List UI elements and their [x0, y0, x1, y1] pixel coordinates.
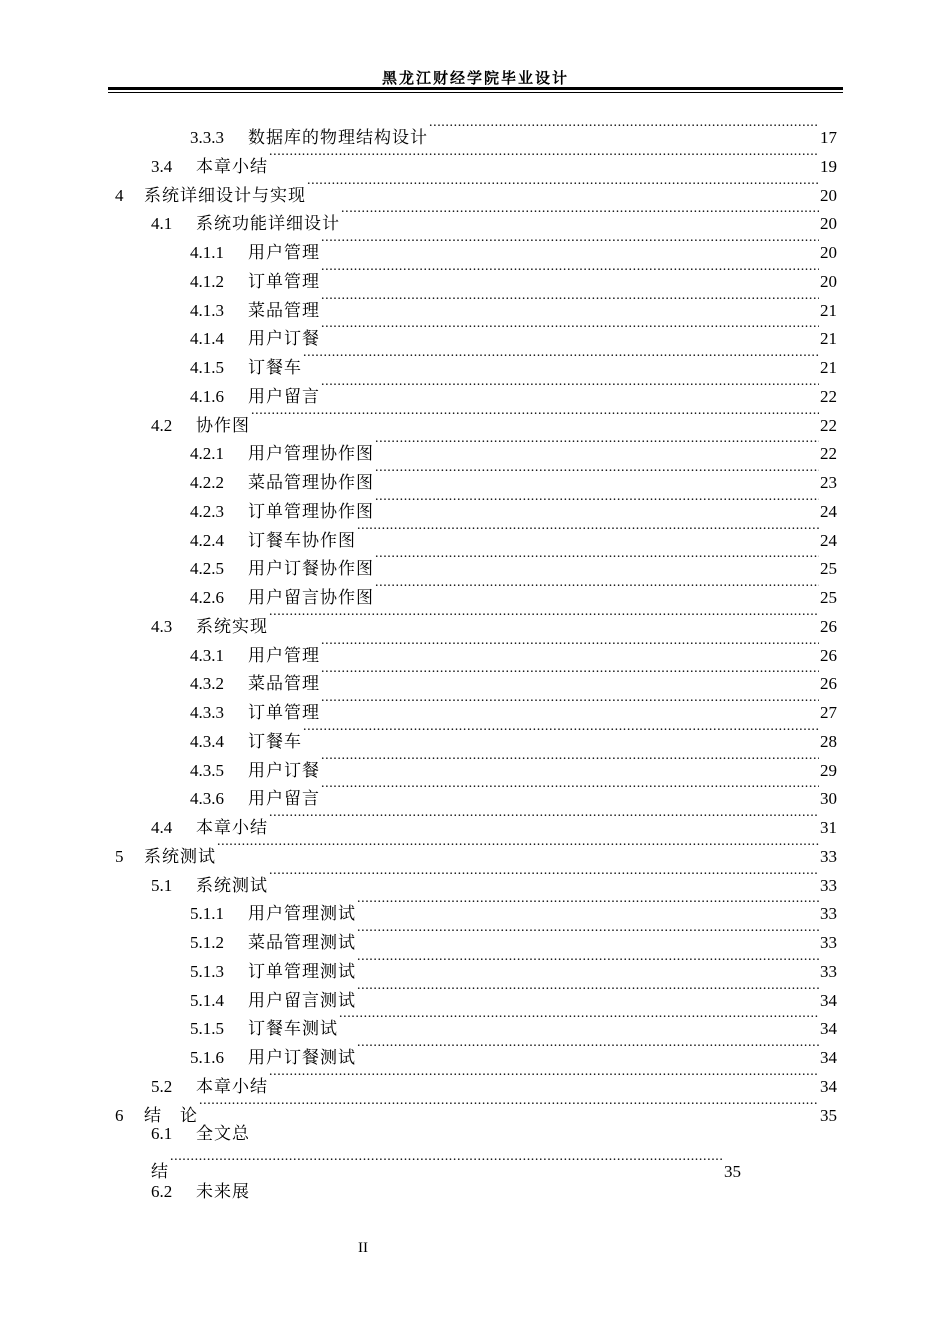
- toc-entry-title: 订单管理: [248, 703, 320, 722]
- toc-entry-number: 5.1.3: [190, 961, 224, 981]
- toc-entry[interactable]: [151, 603, 837, 636]
- toc-entry-page: 33: [820, 846, 837, 866]
- toc-entry-page: 25: [820, 588, 837, 607]
- running-header-title: 黑龙江财经学院毕业设计: [381, 69, 569, 87]
- toc-entry[interactable]: [190, 1034, 837, 1067]
- toc-entry-title: 订单管理: [248, 271, 320, 291]
- toc-entry-number: 4.2.2: [190, 473, 224, 492]
- toc-entry-number: 4.3.5: [190, 760, 224, 780]
- toc-entry-title: 用户订餐: [248, 760, 320, 780]
- toc-entry[interactable]: [151, 402, 837, 435]
- toc-entry-title: 用户订餐协作图: [248, 559, 374, 579]
- toc-entry-title: 全文总: [196, 1124, 250, 1143]
- toc-entry-page: 20: [820, 243, 837, 262]
- toc-entry-page: 22: [820, 444, 837, 464]
- toc-entry[interactable]: [190, 459, 837, 492]
- toc-entry-page: 33: [820, 933, 837, 952]
- toc-entry-title: 用户订餐: [248, 329, 320, 349]
- toc-entry[interactable]: [190, 287, 837, 320]
- toc-leader-dots: [269, 804, 819, 833]
- toc-entry-page: 21: [820, 329, 837, 349]
- toc-leader-dots: [321, 689, 819, 718]
- toc-entry-number: 4.3.4: [190, 731, 224, 751]
- toc-leader-dots: [321, 315, 819, 344]
- toc-leader-dots: [357, 977, 819, 1006]
- toc-entry-title: 本章小结: [196, 1076, 268, 1096]
- toc-leader-dots: [321, 287, 819, 316]
- toc-entry-number: 4.2.3: [190, 501, 224, 521]
- toc-leader-dots: [269, 143, 819, 172]
- toc-entry-page: 34: [820, 990, 837, 1010]
- toc-entry-number: 4: [115, 185, 124, 205]
- toc-entry[interactable]: [190, 1005, 837, 1039]
- toc-entry-title: 系统测试: [144, 846, 216, 866]
- toc-entry-title: 订餐车: [248, 731, 302, 751]
- toc-entry-page: 22: [820, 415, 837, 435]
- toc-leader-dots: [321, 229, 819, 258]
- toc-entry[interactable]: [151, 1063, 837, 1096]
- toc-entry[interactable]: [190, 775, 837, 809]
- toc-entry[interactable]: [151, 200, 837, 234]
- toc-leader-dots: [357, 890, 819, 919]
- toc-leader-dots: [321, 632, 819, 661]
- toc-entry-title: 结 论: [144, 1105, 198, 1125]
- toc-entry-page: 26: [820, 616, 837, 636]
- toc-leader-dots: [375, 430, 819, 459]
- toc-entry-number: 4.1.5: [190, 358, 224, 377]
- toc-leader-dots: [375, 459, 819, 488]
- toc-entry-page: 17: [820, 128, 837, 147]
- toc-entry-number: 4.2.5: [190, 559, 224, 579]
- toc-entry-title: 用户管理: [248, 645, 320, 665]
- toc-entry-title: 用户管理测试: [248, 904, 356, 924]
- toc-entry-number: 5.1.5: [190, 1019, 224, 1039]
- toc-entry-number: 5: [115, 846, 124, 866]
- toc-entry[interactable]: [190, 747, 837, 780]
- toc-entry-page: 30: [820, 789, 837, 809]
- toc-entry-title: 结: [151, 1162, 169, 1181]
- header-rule-thick: [108, 87, 843, 90]
- toc-entry-page: 31: [820, 818, 837, 837]
- toc-entry-title: 订单管理协作图: [248, 501, 374, 521]
- toc-entry-number: 4.3.2: [190, 674, 224, 694]
- toc-leader-dots: [357, 948, 819, 977]
- toc-entry-title: 用户留言协作图: [248, 588, 374, 607]
- toc-entry-page: 24: [820, 501, 837, 521]
- toc-entry-number: 4.1.4: [190, 329, 224, 349]
- toc-entry-6-1-line2[interactable]: [151, 1148, 741, 1181]
- toc-entry-number: 3.4: [151, 156, 173, 176]
- toc-leader-dots: [217, 833, 819, 862]
- toc-leader-dots: [429, 114, 819, 143]
- toc-entry[interactable]: [190, 373, 837, 406]
- toc-entry-page: 19: [820, 156, 837, 176]
- toc-entry[interactable]: [190, 545, 837, 579]
- toc-entry-page: 21: [820, 300, 837, 320]
- toc-entry-number: 4.2.6: [190, 588, 224, 607]
- toc-entry-number: 4.1.1: [190, 243, 224, 262]
- toc-entry-page: 23: [820, 473, 837, 492]
- toc-entry-number: 6.1: [151, 1124, 173, 1143]
- toc-entry-6-2[interactable]: [151, 1177, 250, 1206]
- toc-entry-title: 系统实现: [196, 616, 268, 636]
- toc-entry-title: 系统详细设计与实现: [144, 185, 306, 205]
- toc-entry[interactable]: [115, 1092, 837, 1125]
- toc-entry[interactable]: [190, 344, 837, 377]
- toc-entry[interactable]: [115, 833, 837, 866]
- toc-entry-title: 订单管理测试: [248, 961, 356, 981]
- toc-entry-number: 5.1.4: [190, 990, 224, 1010]
- toc-entry-title: 协作图: [196, 415, 250, 435]
- toc-entry[interactable]: [190, 258, 837, 291]
- toc-entry-number: 5.2: [151, 1076, 173, 1096]
- toc-entry-number: 5.1.1: [190, 904, 224, 924]
- toc-entry-title: 菜品管理协作图: [248, 473, 374, 492]
- toc-entry[interactable]: [190, 114, 837, 147]
- toc-entry-number: 4.3.6: [190, 789, 224, 809]
- toc-entry-page: 34: [820, 1019, 837, 1039]
- toc-entry-page: 33: [820, 875, 837, 895]
- toc-entry-title: 用户管理: [248, 243, 320, 262]
- toc-entry[interactable]: [151, 804, 837, 837]
- toc-entry-title: 本章小结: [196, 818, 268, 837]
- toc-entry-title: 菜品管理测试: [248, 933, 356, 952]
- toc-entry[interactable]: [190, 632, 837, 665]
- toc-entry-title: 用户留言: [248, 386, 320, 406]
- toc-entry-page: 24: [820, 530, 837, 550]
- toc-entry-title: 系统功能详细设计: [196, 214, 340, 234]
- toc-leader-dots: [170, 1148, 723, 1177]
- toc-entry-number: 4.1.2: [190, 271, 224, 291]
- toc-leader-dots: [321, 660, 819, 689]
- toc-leader-dots: [199, 1092, 819, 1121]
- toc-entry-page: 26: [820, 645, 837, 665]
- toc-entry-title: 用户留言测试: [248, 990, 356, 1010]
- toc-entry-page: 35: [820, 1105, 837, 1125]
- toc-leader-dots: [269, 603, 819, 632]
- toc-entry[interactable]: [151, 143, 837, 176]
- toc-entry-number: 6.2: [151, 1182, 173, 1201]
- toc-entry-number: 4.3: [151, 616, 173, 636]
- toc-entry-page: 34: [820, 1076, 837, 1096]
- toc-entry[interactable]: [190, 890, 837, 924]
- toc-leader-dots: [375, 488, 819, 517]
- toc-leader-dots: [321, 373, 819, 402]
- toc-entry-title: 订餐车: [248, 358, 302, 377]
- toc-entry-title: 用户管理协作图: [248, 444, 374, 464]
- toc-entry-title: 用户订餐测试: [248, 1048, 356, 1067]
- toc-entry-6-1-line1[interactable]: [151, 1119, 250, 1148]
- toc-entry[interactable]: [190, 488, 837, 521]
- toc-entry[interactable]: [190, 948, 837, 981]
- toc-entry[interactable]: [190, 229, 837, 262]
- toc-entry-page: 21: [820, 358, 837, 377]
- toc-entry[interactable]: [190, 689, 837, 722]
- toc-entry-page: 20: [820, 271, 837, 291]
- toc-entry-number: 4.1: [151, 214, 173, 234]
- toc-entry-page: 27: [820, 703, 837, 722]
- toc-leader-dots: [269, 862, 819, 891]
- toc-entry-title: 订餐车测试: [248, 1019, 338, 1039]
- toc-entry-number: 4.1.3: [190, 300, 224, 320]
- toc-entry-number: 4.2: [151, 415, 173, 435]
- toc-entry-number: 5.1.2: [190, 933, 224, 952]
- toc-leader-dots: [341, 200, 819, 229]
- toc-entry-number: 5.1.6: [190, 1048, 224, 1067]
- toc-entry-number: 4.3.3: [190, 703, 224, 722]
- toc-entry-page: 35: [724, 1162, 741, 1181]
- toc-entry-number: 5.1: [151, 875, 173, 895]
- toc-entry-number: 4.2.1: [190, 444, 224, 464]
- toc-entry-page: 33: [820, 904, 837, 924]
- toc-entry-page: 20: [820, 185, 837, 205]
- toc-leader-dots: [357, 517, 819, 546]
- toc-entry-page: 29: [820, 760, 837, 780]
- toc-entry-number: 4.1.6: [190, 386, 224, 406]
- toc-entry[interactable]: [190, 660, 837, 694]
- toc-leader-dots: [339, 1005, 819, 1034]
- toc-entry-page: 25: [820, 559, 837, 579]
- toc-entry[interactable]: [115, 172, 837, 205]
- toc-entry[interactable]: [190, 430, 837, 464]
- toc-entry-title: 用户留言: [248, 789, 320, 809]
- toc-leader-dots: [321, 258, 819, 287]
- toc-entry[interactable]: [190, 977, 837, 1010]
- toc-entry[interactable]: [190, 574, 837, 607]
- toc-entry-page: 28: [820, 731, 837, 751]
- toc-leader-dots: [321, 747, 819, 776]
- toc-entry-title: 菜品管理: [248, 674, 320, 694]
- toc-entry-number: 4.2.4: [190, 530, 224, 550]
- toc-entry[interactable]: [190, 315, 837, 349]
- toc-entry-number: 4.4: [151, 818, 173, 837]
- toc-leader-dots: [357, 919, 819, 948]
- toc-entry-title: 数据库的物理结构设计: [248, 128, 428, 147]
- toc-entry[interactable]: [190, 718, 837, 751]
- toc-entry-page: 34: [820, 1048, 837, 1067]
- toc-entry-page: 22: [820, 386, 837, 406]
- footer-page-number: II: [358, 1240, 368, 1256]
- toc-entry[interactable]: [190, 919, 837, 952]
- toc-entry-title: 系统测试: [196, 875, 268, 895]
- toc-entry-page: 26: [820, 674, 837, 694]
- toc-entry-title: 订餐车协作图: [248, 530, 356, 550]
- toc-leader-dots: [269, 1063, 819, 1092]
- toc-entry[interactable]: [190, 517, 837, 550]
- toc-entry-page: 20: [820, 214, 837, 234]
- toc-leader-dots: [357, 1034, 819, 1063]
- toc-entry-number: 4.3.1: [190, 645, 224, 665]
- toc-leader-dots: [303, 718, 819, 747]
- toc-entry-number: 3.3.3: [190, 128, 224, 147]
- toc-entry[interactable]: [151, 862, 837, 895]
- toc-entry-page: 33: [820, 961, 837, 981]
- toc-entry-number: 6: [115, 1105, 124, 1125]
- header-rule-thin: [108, 92, 843, 93]
- toc-entry-title: 本章小结: [196, 156, 268, 176]
- toc-leader-dots: [375, 574, 819, 603]
- toc-entry-title: 菜品管理: [248, 300, 320, 320]
- toc-entry-title: 未来展: [196, 1182, 250, 1201]
- toc-leader-dots: [307, 172, 819, 201]
- toc-leader-dots: [251, 402, 819, 431]
- toc-leader-dots: [303, 344, 819, 373]
- toc-leader-dots: [375, 545, 819, 574]
- toc-leader-dots: [321, 775, 819, 804]
